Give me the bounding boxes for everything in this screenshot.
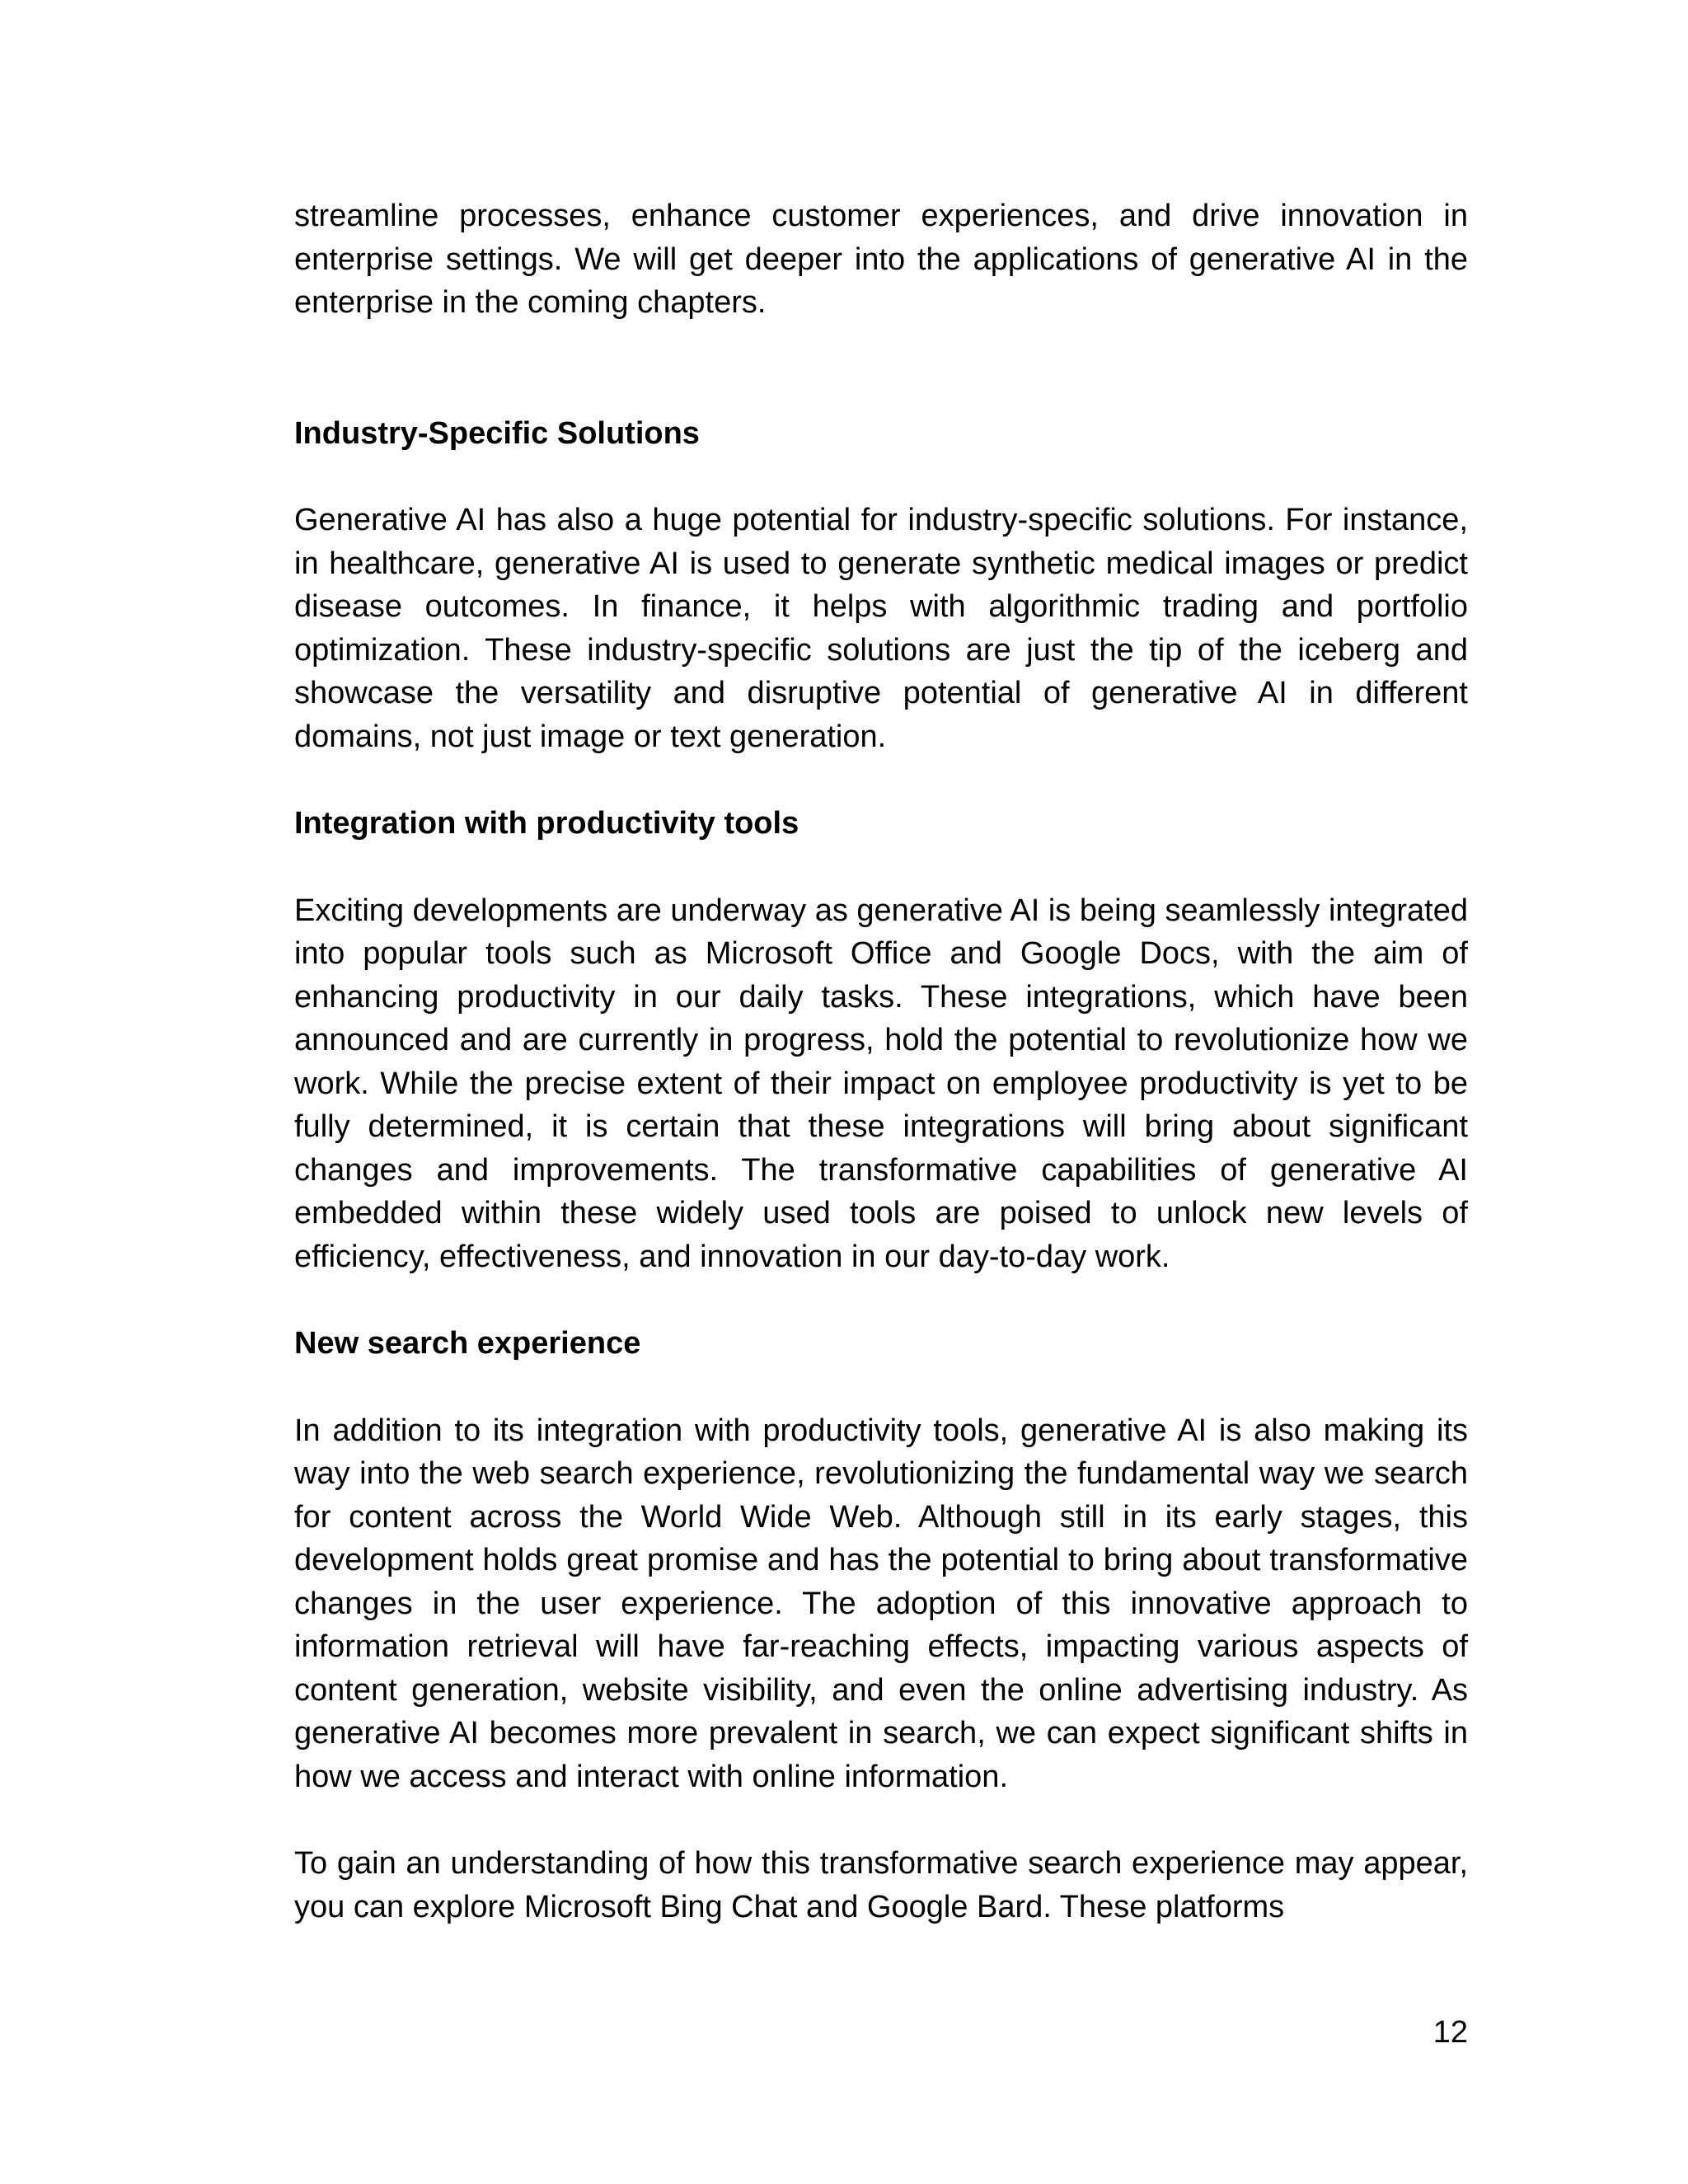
spacer (294, 846, 1468, 889)
paragraph-productivity-tools: Exciting developments are underway as generative AI is being seamlessly integrated into popular tools such as Microsoft Office and Google Docs, with the aim of enhancing productivity in our daily tasks. These integrations, which have been announced and are currently in progress, hold the potential to revolutionize how we work. While the precise extent of their impact on employee productivity is yet to be fully determined, it is certain that these integrations will bring about significant changes and improvements. The transformative capabilities of generative AI embedded within these widely used tools are poised to unlock new levels of efficiency, effectiveness, and innovation in our day-to-day work. (294, 893, 1468, 1274)
paragraph-search-examples: To gain an understanding of how this transformative search experience may appear, you can explore Microsoft Bing Chat and Google Bard. These platforms (294, 1846, 1468, 1924)
section-heading-industry-specific: Industry-Specific Solutions (294, 415, 700, 451)
paragraph-industry-specific: Generative AI has also a huge potential for industry-specific solutions. For instance, in healthcare, generative AI is used to generate synthetic medical images or predict disease outcomes. In finance, it helps with algorithmic trading and portfolio optimization. These industry-specific solutions are just the tip of the iceberg and showcase the versatility and disruptive potential of generative AI in different domains, not just image or text generation. (294, 503, 1468, 754)
spacer (294, 1798, 1468, 1842)
spacer (294, 1278, 1468, 1322)
page-content (294, 194, 1468, 1929)
paragraph-intro-continued: streamline processes, enhance customer experiences, and drive innovation in enterprise settings. We will get deeper into the applications of generative AI in the enterprise in the coming chapters. (294, 199, 1468, 320)
spacer (294, 758, 1468, 802)
section-heading-productivity-tools: Integration with productivity tools (294, 806, 799, 841)
spacer (294, 325, 1468, 412)
spacer (294, 455, 1468, 499)
paragraph-search-experience: In addition to its integration with productivity tools, generative AI is also making its way into the web search experience, revolutionizing the fundamental way we search for content across the World Wide Web. Although still in its early stages, this development holds great promise and has the potential to bring about transformative changes in the user experience. The adoption of this innovative approach to information retrieval will have far-reaching effects, impacting various aspects of content generation, website visibility, and even the online advertising industry. As generative AI becomes more prevalent in search, we can expect significant shifts in how we access and interact with online information. (294, 1413, 1468, 1794)
page-number: 12 (1432, 2015, 1468, 2050)
spacer (294, 1366, 1468, 1409)
section-heading-search-experience: New search experience (294, 1326, 641, 1361)
